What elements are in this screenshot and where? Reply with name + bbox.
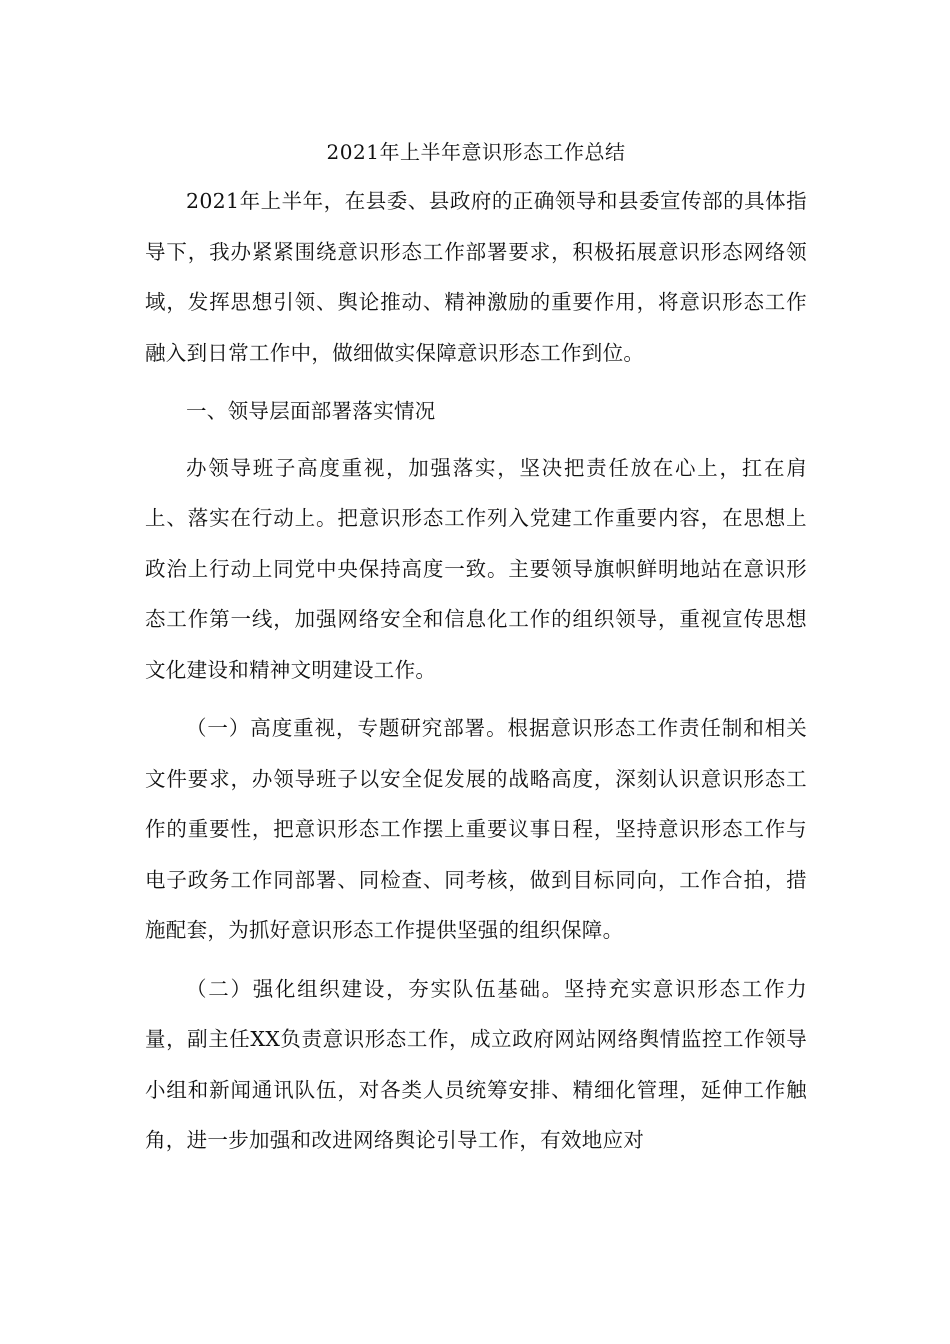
subsection-1-paragraph: （一）高度重视，专题研究部署。根据意识形态工作责任制和相关文件要求，办领导班子以安全促发展的战略高度，深刻认识意识形态工作的重要性，把意识形态工作摆上重要议事日程，坚持意识形态工作与电子政务工作同部署、同检查、同考核，做到目标同向，工作合拍，措施配套，为抓好意识形态工作提供坚强的组织保障。 [145,716,807,942]
section-heading-1: 一、领导层面部署落实情况 [186,399,436,423]
intro-paragraph: 2021年上半年，在县委、县政府的正确领导和县委宣传部的具体指导下，我办紧紧围绕意识形态工作部署要求，积极拓展意识形态网络领域，发挥思想引领、舆论推动、精神激励的重要作用，将意识形态工作融入到日常工作中，做细做实保障意识形态工作到位。 [145,189,807,365]
subsection-2-paragraph: （二）强化组织建设，夯实队伍基础。坚持充实意识形态工作力量，副主任XX负责意识形态工作，成立政府网站网络舆情监控工作领导小组和新闻通讯队伍，对各类人员统筹安排、精细化管理，延伸工作触角，进一步加强和改进网络舆论引导工作，有效地应对 [145,976,807,1152]
document-title: 2021年上半年意识形态工作总结 [326,140,626,164]
section-1-paragraph: 办领导班子高度重视，加强落实，坚决把责任放在心上，扛在肩上、落实在行动上。把意识形态工作列入党建工作重要内容，在思想上政治上行动上同党中央保持高度一致。主要领导旗帜鲜明地站在意识形态工作第一线，加强网络安全和信息化工作的组织领导，重视宣传思想文化建设和精神文明建设工作。 [145,455,807,682]
document-body [145,132,807,1174]
